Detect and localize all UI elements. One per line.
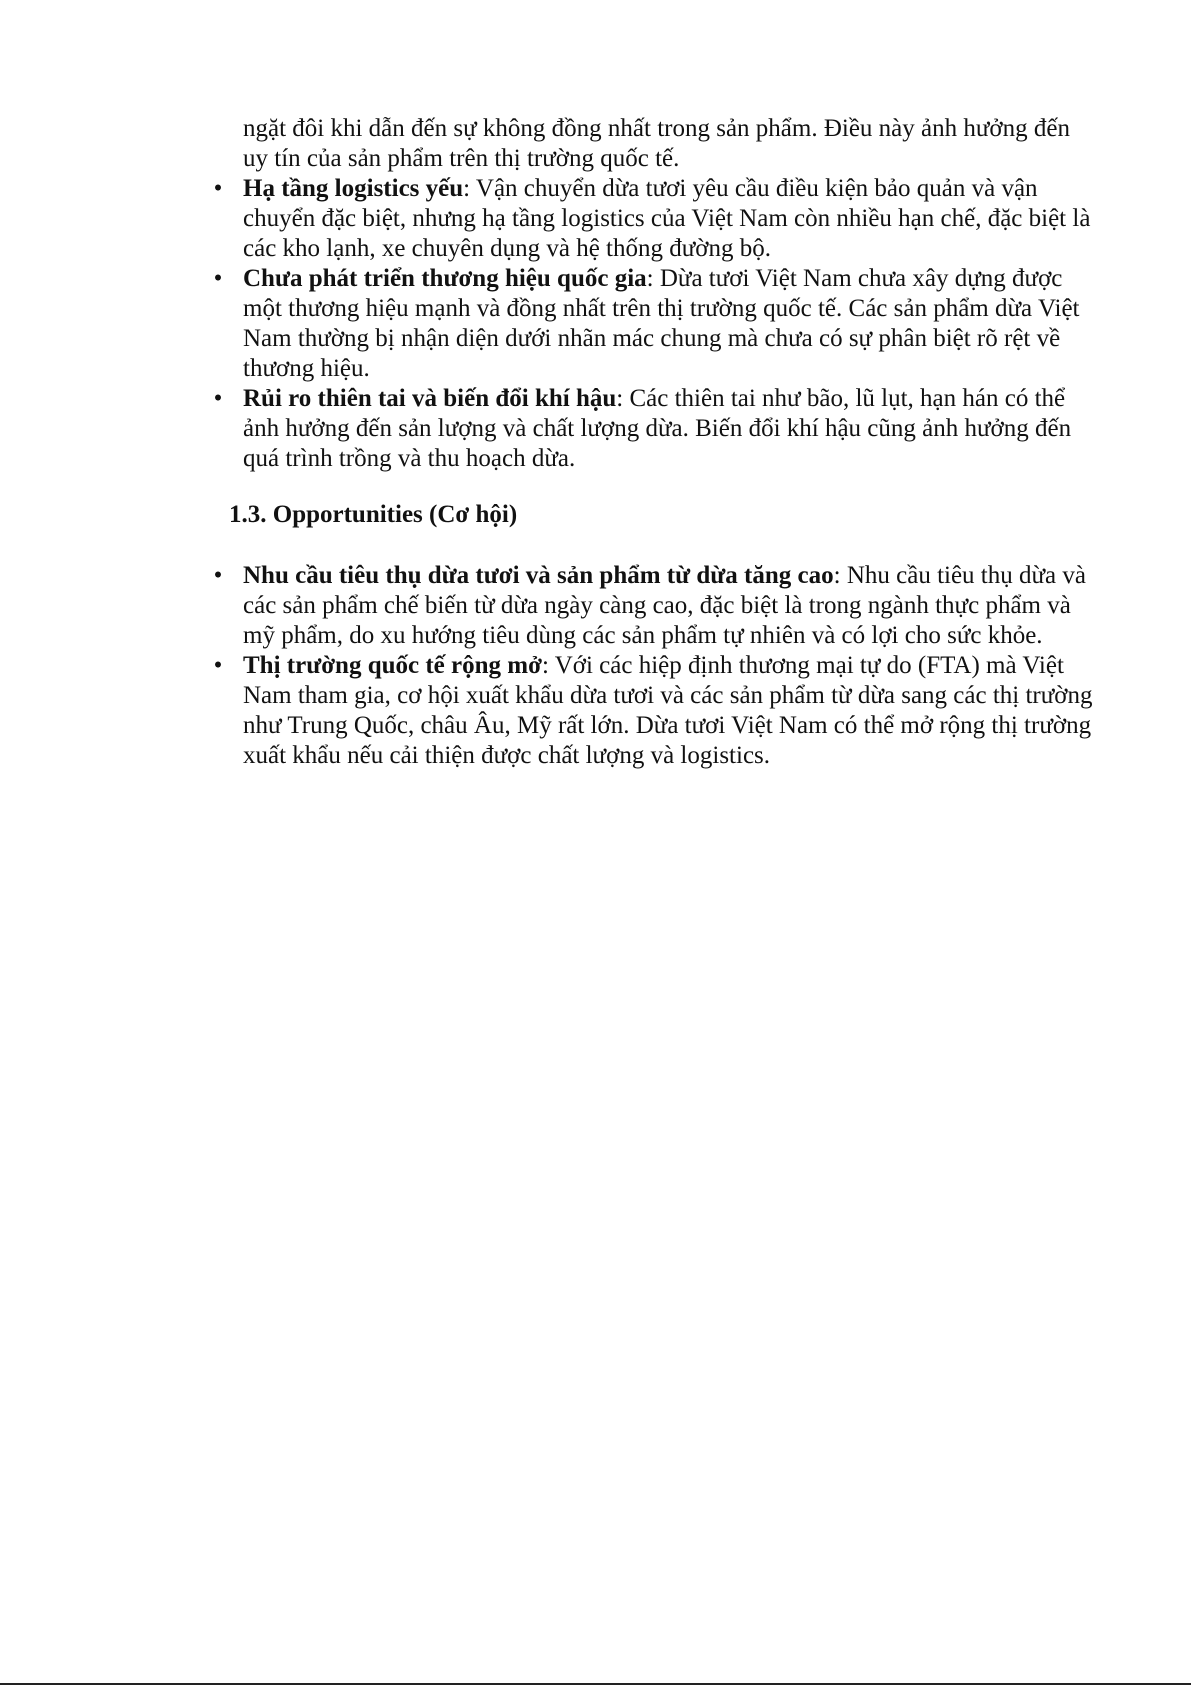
item-term: Thị trường quốc tế rộng mở xyxy=(243,652,542,679)
item-term: Hạ tầng logistics yếu xyxy=(243,175,464,202)
item-description: : Vận chuyển dừa tươi yêu cầu điều kiện bảo quản và vận chuyển đặc biệt, nhưng hạ tầng logistics của Việt Nam còn nhiều hạn chế, đặc biệt là các kho lạnh, xe chuyên dụng và hệ thống đường bộ. xyxy=(243,175,1091,262)
item-term: Rủi ro thiên tai và biến đổi khí hậu xyxy=(243,385,617,412)
list-item xyxy=(213,174,1093,264)
list-item xyxy=(213,264,1093,384)
section-heading: 1.3. Opportunities (Cơ hội) xyxy=(229,501,518,528)
bullet-icon: • xyxy=(213,175,223,202)
item-description: : Với các hiệp định thương mại tự do (FTA) mà Việt Nam tham gia, cơ hội xuất khẩu dừa tươi và các sản phẩm từ dừa sang các thị trường như Trung Quốc, châu Âu, Mỹ rất lớn. Dừa tươi Việt Nam có thể mở rộng thị trường xuất khẩu nếu cải thiện được chất lượng và logistics. xyxy=(243,652,1093,769)
bullet-icon: • xyxy=(213,562,223,589)
bullet-icon: • xyxy=(213,265,223,292)
list-item xyxy=(213,651,1093,771)
item-term: Chưa phát triển thương hiệu quốc gia xyxy=(243,265,647,292)
bullet-icon: • xyxy=(213,652,223,679)
item-description: : Nhu cầu tiêu thụ dừa và các sản phẩm chế biến từ dừa ngày càng cao, đặc biệt là trong ngành thực phẩm và mỹ phẩm, do xu hướng tiêu dùng các sản phẩm tự nhiên và có lợi cho sức khỏe. xyxy=(243,562,1086,649)
weaknesses-list xyxy=(213,174,1093,474)
opportunities-list xyxy=(213,561,1093,771)
item-description: : Các thiên tai như bão, lũ lụt, hạn hán có thể ảnh hưởng đến sản lượng và chất lượng dừa. Biến đổi khí hậu cũng ảnh hưởng đến quá trình trồng và thu hoạch dừa. xyxy=(243,385,1072,472)
list-item xyxy=(213,561,1093,651)
continuation-paragraph: ngặt đôi khi dẫn đến sự không đồng nhất trong sản phẩm. Điều này ảnh hưởng đến uy tín của sản phẩm trên thị trường quốc tế. xyxy=(243,115,1070,172)
bullet-icon: • xyxy=(213,385,223,412)
list-item xyxy=(213,384,1093,474)
item-description: : Dừa tươi Việt Nam chưa xây dựng được một thương hiệu mạnh và đồng nhất trên thị trường quốc tế. Các sản phẩm dừa Việt Nam thường bị nhận diện dưới nhãn mác chung mà chưa có sự phân biệt rõ rệt về thương hiệu. xyxy=(243,265,1080,382)
item-term: Nhu cầu tiêu thụ dừa tươi và sản phẩm từ dừa tăng cao xyxy=(243,562,834,589)
